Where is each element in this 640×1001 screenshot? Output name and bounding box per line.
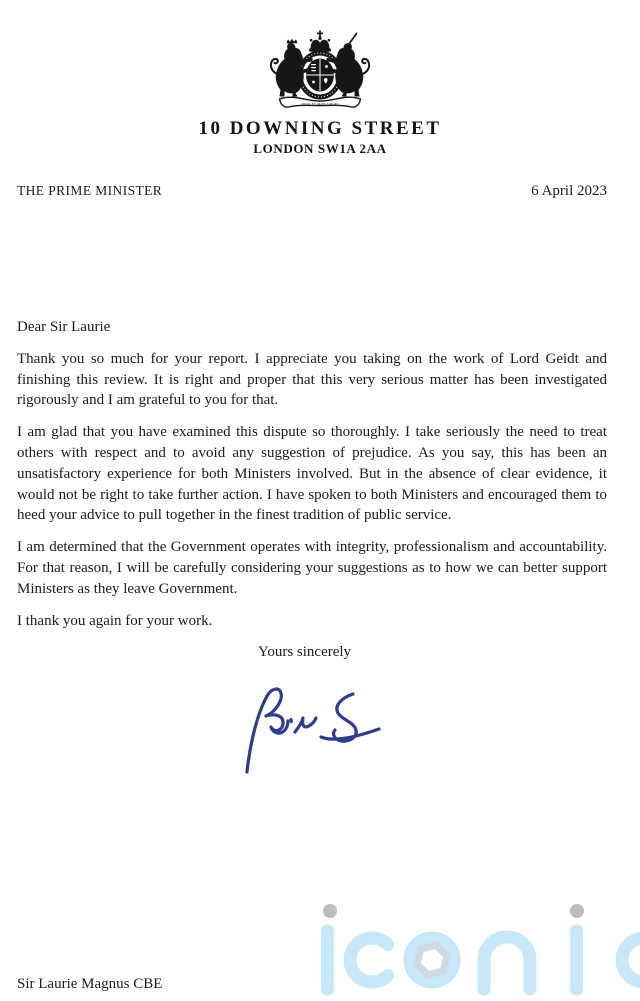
crest-lion <box>276 43 304 97</box>
signature-stroke-2 <box>295 718 316 732</box>
rishi-sunak-signature <box>233 680 403 780</box>
salutation: Dear Sir Laurie <box>17 319 111 335</box>
watermark-letter-c2 <box>622 938 640 982</box>
watermark-dot-i1 <box>323 904 337 918</box>
letterhead <box>0 30 640 157</box>
iconic-watermark <box>300 893 640 1001</box>
body-paragraph-3: I am determined that the Government operates with integrity, professionalism and accountability. For that reason, I will be carefully considering your suggestions as to how we can better support Ministers as they leave Government. <box>17 539 607 597</box>
crest-crown <box>311 40 330 49</box>
watermark-hexagon-icon <box>417 945 447 975</box>
crest-unicorn <box>335 43 363 97</box>
crest-lion-crown <box>287 39 298 44</box>
letterhead-address-line1: 10 DOWNING STREET <box>198 118 442 139</box>
signature-stroke-3 <box>334 694 357 741</box>
sender-title: THE PRIME MINISTER <box>17 183 163 198</box>
signature-stroke-4 <box>321 729 379 739</box>
watermark-letter-c1 <box>350 938 388 982</box>
watermark-letter-n <box>484 937 530 989</box>
crest-cross <box>317 31 323 37</box>
body-paragraph-2: I am glad that you have examined this dispute so thoroughly. I take seriously the need to treat others with respect and to avoid any suggestion of prejudice. As you say, this has been an unsatisfactory experience for both Ministers involved. But in the absence of clear evidence, it would not be right to take further action. I have spoken to both Ministers and encouraged them to heed your advice to pull together in the finest tradition of public service. <box>17 424 607 524</box>
body-paragraph-1: Thank you so much for your report. I appreciate you taking on the work of Lord Geidt and finishing this review. It is right and proper that this very serious matter has been investigated rigorously and I am grateful to you for that. <box>17 350 607 409</box>
crest-motto-text: DIEU ET MON DROIT <box>301 101 339 106</box>
recipient-name: Sir Laurie Magnus CBE <box>17 976 163 992</box>
letterhead-address-line2: LONDON SW1A 2AA <box>253 141 387 156</box>
watermark-dot-i2 <box>570 904 584 918</box>
crest-unicorn-tail <box>362 59 369 74</box>
letter-date: 6 April 2023 <box>531 183 607 199</box>
watermark-letter-o <box>410 938 454 982</box>
crest-unicorn-horn <box>349 34 357 45</box>
body-paragraph-4: I thank you again for your work. <box>17 612 213 629</box>
signature-stroke-1 <box>247 689 288 772</box>
header-row <box>17 183 607 200</box>
closing-phrase: Yours sincerely <box>258 644 352 661</box>
letter-body <box>17 317 607 674</box>
royal-coat-of-arms-icon <box>0 30 640 114</box>
